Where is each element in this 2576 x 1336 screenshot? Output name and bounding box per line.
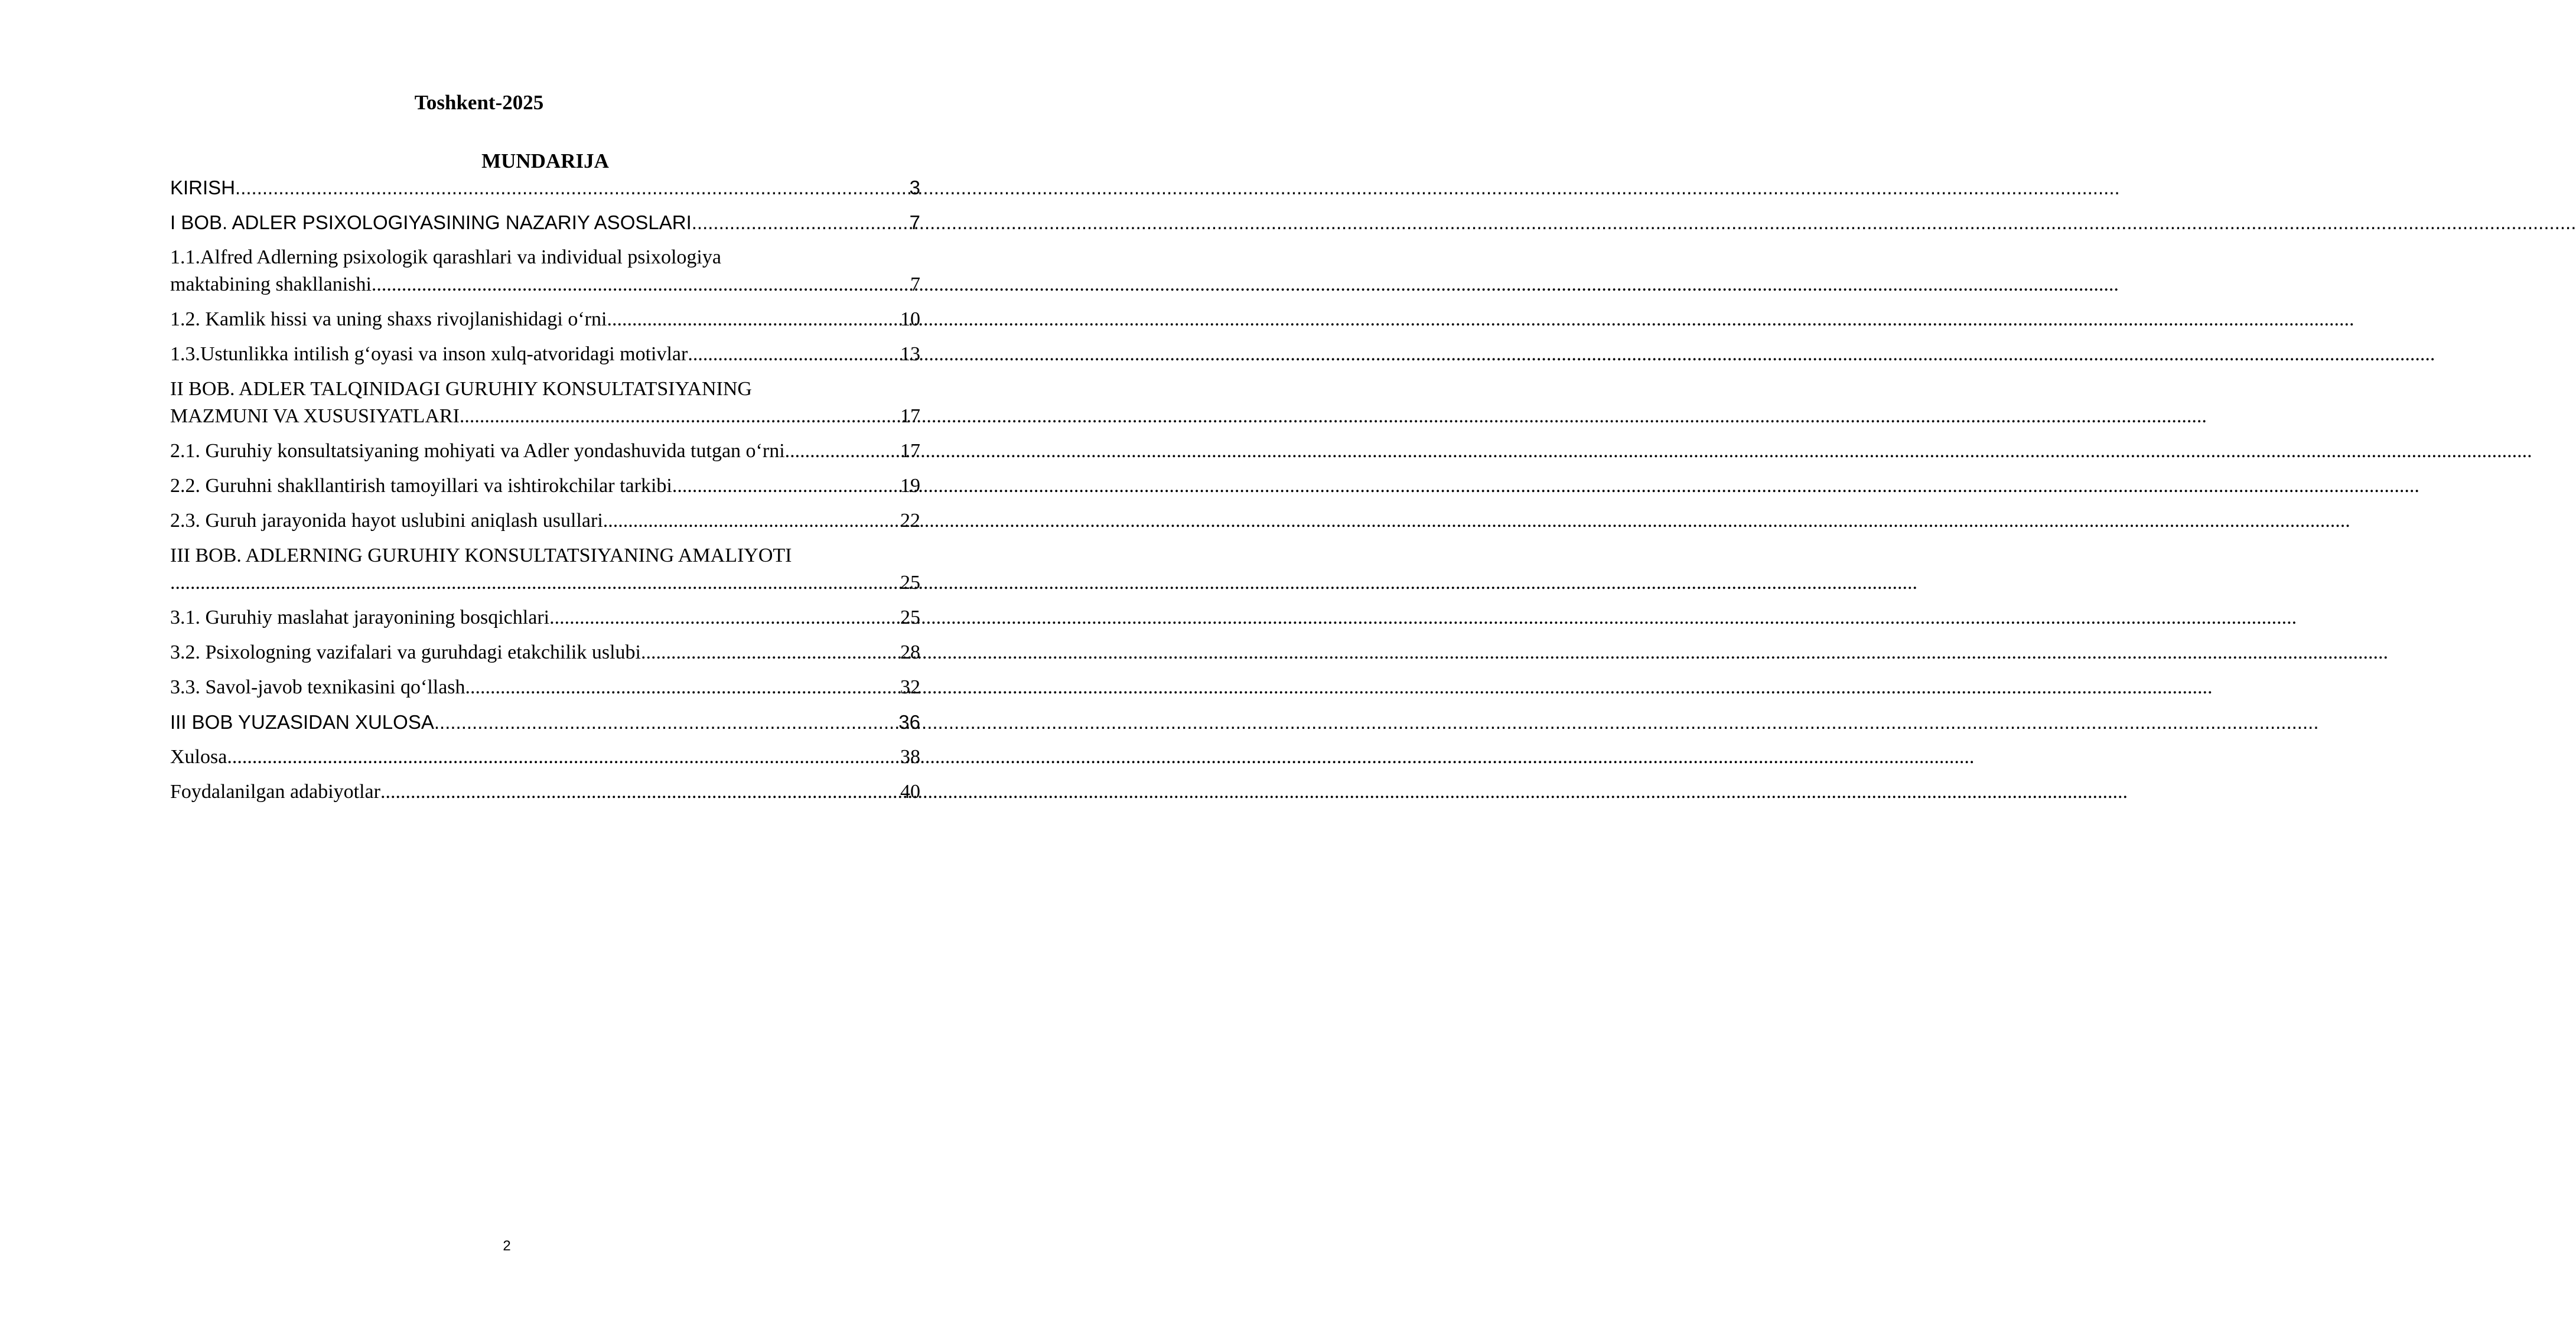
toc-entry-label: 3.2. Psixologning vazifalari va guruhdagi etakchilik uslubi [170, 641, 641, 663]
toc-entry-page: 36 [898, 711, 920, 733]
toc-entry-chapter-3[interactable] [170, 542, 920, 597]
toc-entry-label: 3.3. Savol-javob texnikasini qo‘llash [170, 676, 465, 698]
toc-leader-dots [672, 473, 900, 500]
toc-entry-label: 2.1. Guruhiy konsultatsiyaning mohiyati va Adler yondashuvida tutgan o‘rni [170, 440, 785, 462]
toc-entry-label: Foydalanilgan adabiyotlar [170, 781, 380, 803]
toc-entry-label: 1.2. Kamlik hissi va uning shaxs rivojlanishidagi o‘rni [170, 308, 607, 330]
toc-entry-label: 3.1. Guruhiy maslahat jarayonining bosqichlari [170, 607, 550, 628]
toc-entry-label-line1: II BOB. ADLER TALQINIDAGI GURUHIY KONSULTATSIYANING [170, 378, 752, 400]
toc-entry-page: 7 [910, 273, 920, 295]
toc-entry-page: 25 [900, 572, 920, 594]
toc-entry-page: 19 [900, 475, 920, 497]
toc-entry-label: maktabining shakllanishi [170, 273, 372, 295]
city-year-heading: Toshkent-2025 [414, 91, 544, 114]
toc-leader-dots [692, 209, 910, 236]
toc-entry-page: 22 [900, 510, 920, 532]
toc-entry-label: III BOB YUZASIDAN XULOSA [170, 711, 434, 733]
toc-leader-dots [380, 778, 900, 806]
toc-leader-dots [170, 569, 900, 597]
toc-entry-page: 13 [900, 343, 920, 365]
toc-entry-xulosa[interactable] [170, 744, 920, 771]
toc-title: MUNDARIJA [481, 149, 609, 172]
toc-entry-page: 25 [900, 607, 920, 628]
toc-entry-chapter-1[interactable] [170, 209, 920, 236]
page-number: 2 [503, 1238, 511, 1254]
toc-entry-label-line1: 1.1.Alfred Adlerning psixologik qarashlari va individual psixologiya [170, 246, 721, 268]
toc-leader-dots [549, 604, 900, 631]
toc-entry-label-line1: III BOB. ADLERNING GURUHIY KONSULTATSIYANING AMALIYOTI [170, 545, 792, 566]
toc-leader-dots [641, 639, 900, 666]
toc-leader-dots [434, 709, 898, 736]
document-page [0, 0, 945, 1336]
toc-entry-kirish[interactable] [170, 174, 920, 201]
toc-entry-section-2-3[interactable] [170, 507, 920, 535]
toc-leader-dots [607, 306, 900, 333]
toc-leader-dots [785, 438, 900, 465]
toc-leader-dots [603, 507, 900, 535]
toc-entry-page: 40 [900, 781, 920, 803]
toc-entry-references[interactable] [170, 778, 920, 806]
toc-entry-section-3-3[interactable] [170, 674, 920, 701]
toc-entry-label: 1.3.Ustunlikka intilish g‘oyasi va inson xulq-atvoridagi motivlar [170, 343, 688, 365]
toc-leader-dots [465, 674, 900, 701]
toc-entry-section-1-3[interactable] [170, 341, 920, 368]
toc-leader-dots [688, 341, 900, 368]
toc-entry-label: 2.2. Guruhni shakllantirish tamoyillari va ishtirokchilar tarkibi [170, 475, 672, 497]
toc-leader-dots [460, 403, 900, 430]
toc-entry-label: MAZMUNI VA XUSUSIYATLARI [170, 405, 460, 427]
toc-leader-dots [372, 271, 910, 298]
toc-entry-page: 10 [900, 308, 920, 330]
toc-entry-section-3-2[interactable] [170, 639, 920, 666]
toc-entry-page: 28 [900, 641, 920, 663]
toc-entry-page: 7 [909, 211, 920, 233]
toc-entry-page: 38 [900, 746, 920, 768]
toc-entry-page: 17 [900, 440, 920, 462]
toc-entry-section-2-1[interactable] [170, 438, 920, 465]
toc-entry-label: KIRISH [170, 177, 236, 198]
toc-entry-label: I BOB. ADLER PSIXOLOGIYASINING NAZARIY ASOSLARI [170, 211, 692, 233]
toc-entry-page: 3 [909, 177, 920, 198]
toc-entry-page: 32 [900, 676, 920, 698]
table-of-contents [170, 174, 920, 813]
toc-entry-section-3-1[interactable] [170, 604, 920, 631]
toc-entry-label: Xulosa [170, 746, 227, 768]
toc-entry-chapter-3-summary[interactable] [170, 709, 920, 736]
toc-entry-page: 17 [900, 405, 920, 427]
toc-entry-label: 2.3. Guruh jarayonida hayot uslubini aniqlash usullari [170, 510, 603, 532]
toc-entry-section-1-2[interactable] [170, 306, 920, 333]
toc-entry-section-2-2[interactable] [170, 473, 920, 500]
toc-leader-dots [227, 744, 900, 771]
toc-entry-section-1-1[interactable] [170, 244, 920, 298]
toc-entry-chapter-2[interactable] [170, 376, 920, 430]
toc-leader-dots [235, 174, 910, 201]
